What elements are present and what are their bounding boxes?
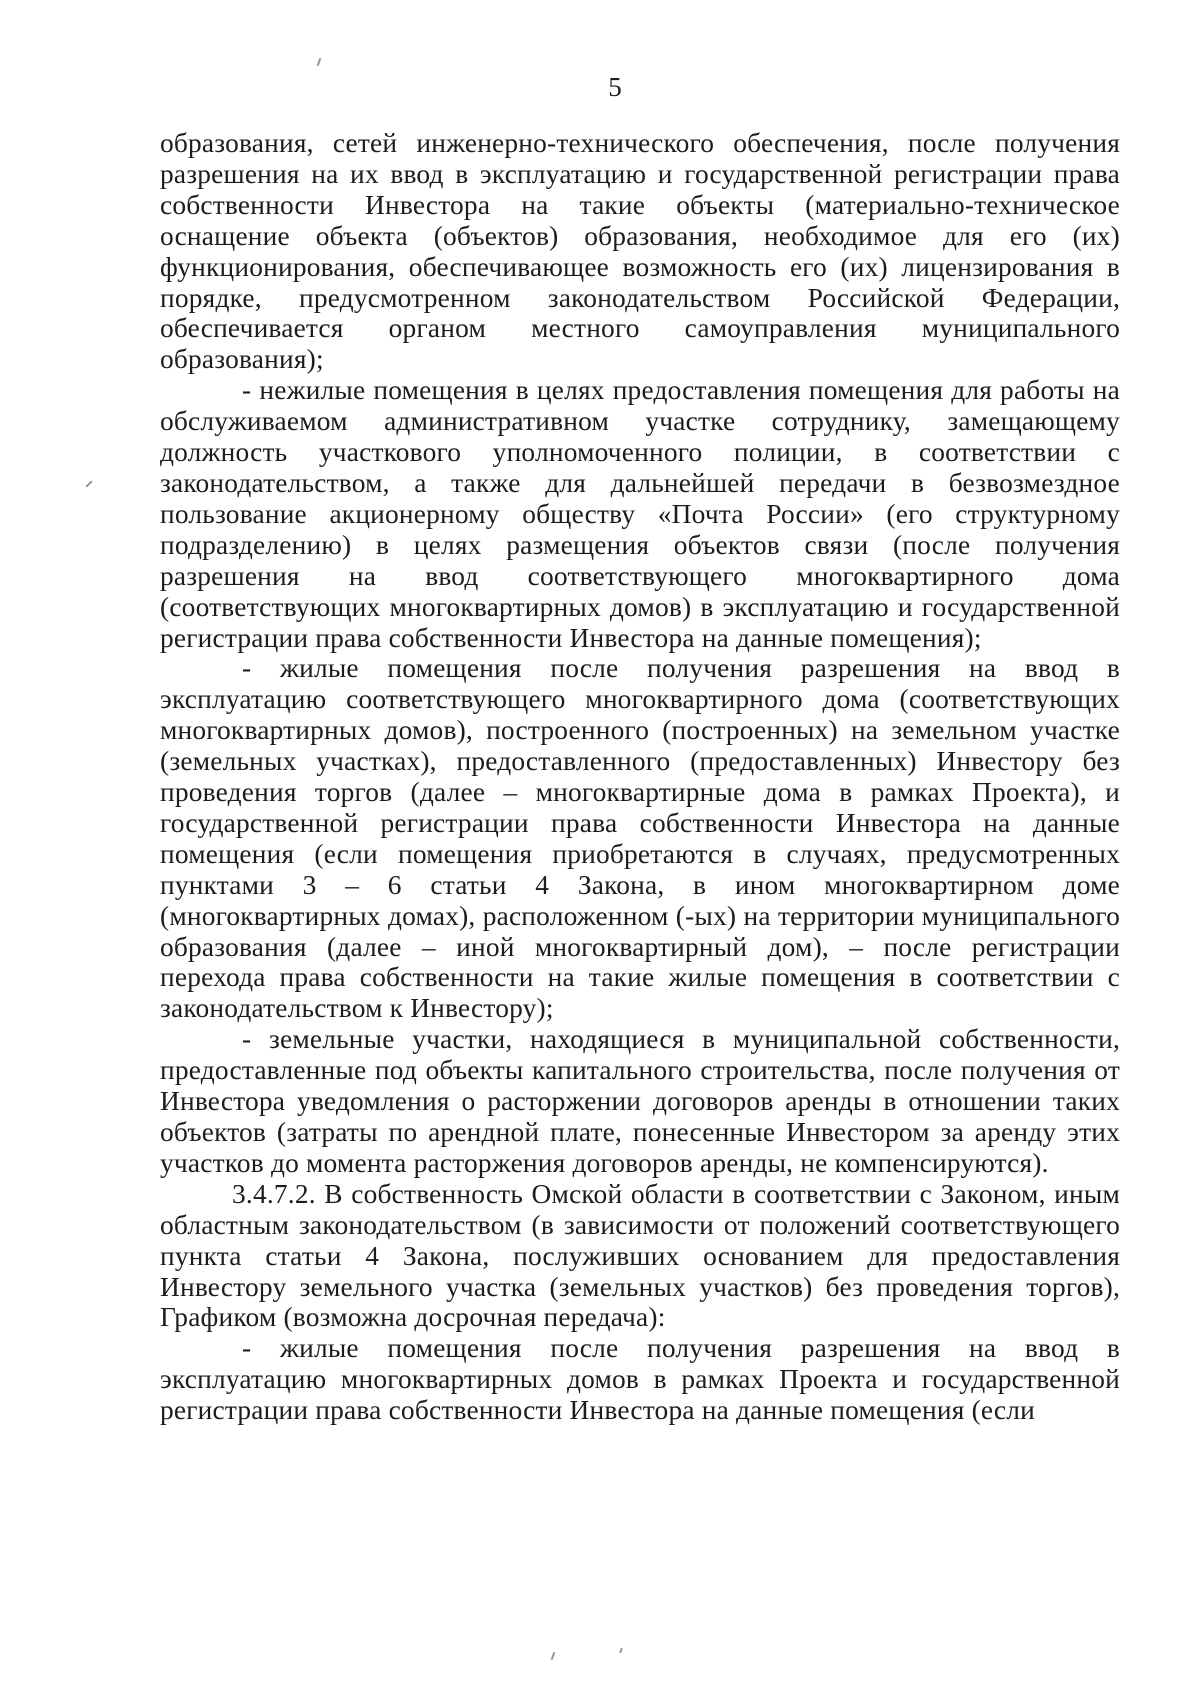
paragraph-clause-3-4-7-2: 3.4.7.2. В собственность Омской области в соответствии с Законом, иным областным законодательством (в зависимости от положений соответствующего пункта статьи 4 Закона, послуживших основанием для предоставления Инвестору земельного участка (земельных участков) без проведения торгов), Графиком (возможна досрочная передача): [160, 1178, 1120, 1333]
paragraph-nonresidential-premises: - нежилые помещения в целях предоставления помещения для работы на обслуживаемом административном участке сотруднику, замещающему должность участкового уполномоченного полиции, в соответствии с законодательством, а также для дальнейшей передачи в безвозмездное пользование акционерному обществу «Почта России» (его структурному подразделению) в целях размещения объектов связи (после получения разрешения на ввод соответствующего многоквартирного дома (соответствующих многоквартирных домов) в эксплуатацию и государственной регистрации права собственности Инвестора на данные помещения); [160, 375, 1120, 653]
document-body [160, 128, 1120, 1426]
page-number: 5 [608, 72, 622, 102]
scan-mark [619, 1648, 623, 1653]
paragraph-education-objects: образования, сетей инженерно-технического обеспечения, после получения разрешения на их ввод в эксплуатацию и государственной регистрации права собственности Инвестора на такие объекты (материально-техническое оснащение объекта (объектов) образования, необходимое для его (их) функционирования, обеспечивающее возможность его (их) лицензирования в порядке, предусмотренном законодательством Российской Федерации, обеспечивается органом местного самоуправления муниципального образования); [160, 128, 1120, 375]
scan-mark [317, 58, 322, 66]
paragraph-residential-premises: - жилые помещения после получения разрешения на ввод в эксплуатацию соответствующего многоквартирного дома (соответствующих многоквартирных домов), построенного (построенных) на земельном участке (земельных участках), предоставленного (предоставленных) Инвестору без проведения торгов (далее – многоквартирные дома в рамках Проекта), и государственной регистрации права собственности Инвестора на данные помещения (если помещения приобретаются в случаях, предусмотренных пунктами 3 – 6 статьи 4 Закона, в ином многоквартирном доме (многоквартирных домах), расположенном (-ых) на территории муниципального образования (далее – иной многоквартирный дом), – после регистрации перехода права собственности на такие жилые помещения в соответствии с законодательством к Инвестору); [160, 653, 1120, 1024]
scan-mark [551, 1652, 556, 1660]
paragraph-residential-premises-regional: - жилые помещения после получения разрешения на ввод в эксплуатацию многоквартирных домов в рамках Проекта и государственной регистрации права собственности Инвестора на данные помещения (если [160, 1333, 1120, 1426]
scan-mark [85, 480, 92, 487]
paragraph-land-plots: - земельные участки, находящиеся в муниципальной собственности, предоставленные под объекты капитального строительства, после получения от Инвестора уведомления о расторжении договоров аренды в отношении таких объектов (затраты по арендной плате, понесенные Инвестором за аренду этих участков до момента расторжения договоров аренды, не компенсируются). [160, 1024, 1120, 1178]
